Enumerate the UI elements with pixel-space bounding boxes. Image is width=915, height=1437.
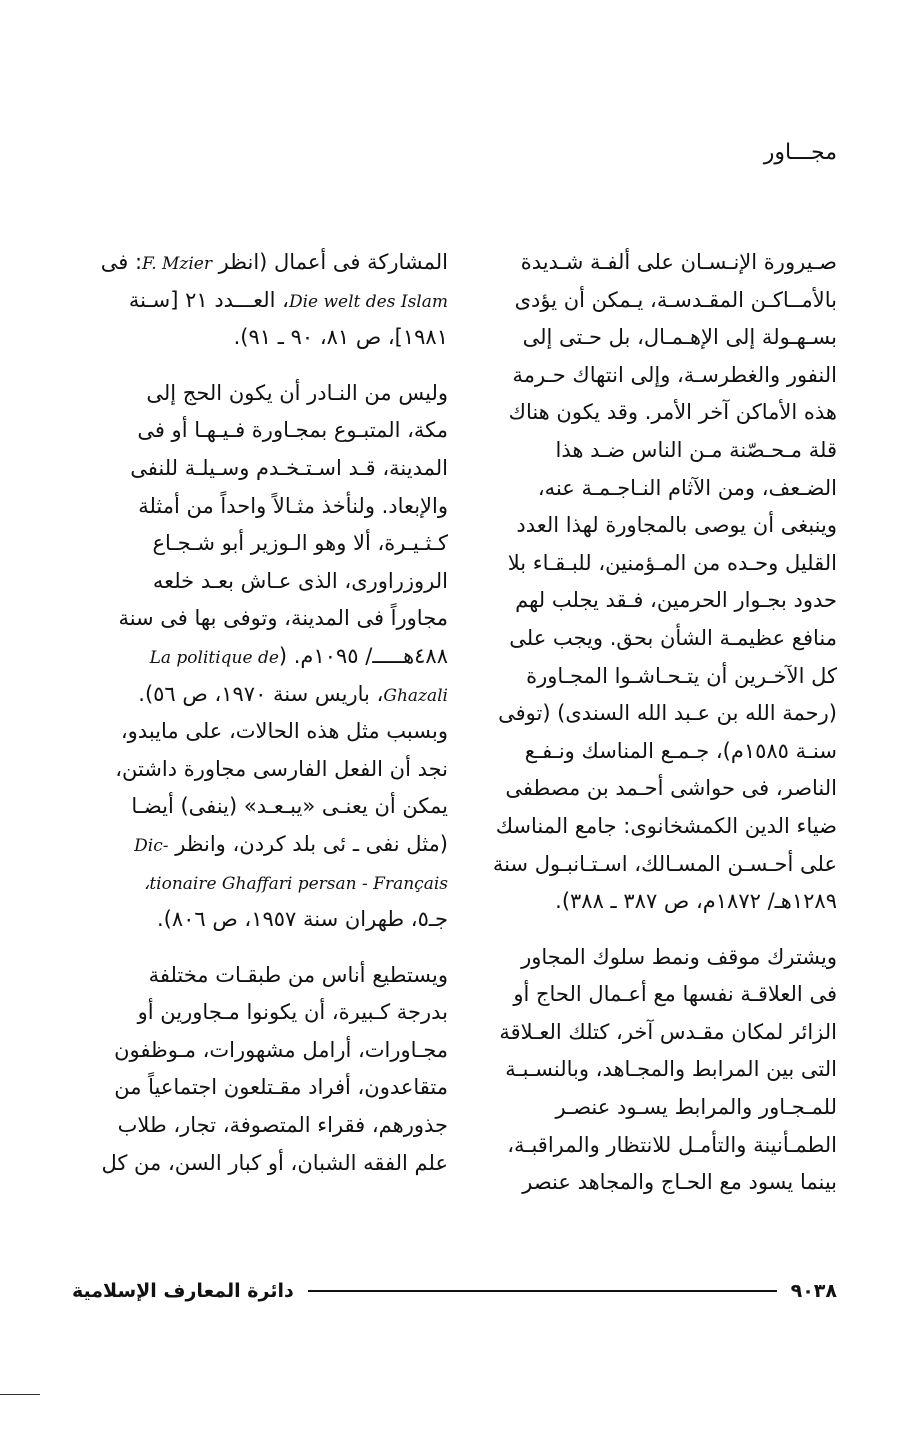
text-line: القليل وحـده من المـؤمنين، للبـقـاء بلا	[507, 550, 837, 575]
text-line	[72, 375, 448, 413]
text-segment: المدينة، قـد اسـتـخـدم وسـيلـة للنفى	[130, 455, 448, 480]
text-line: ١٢٨٩هـ/ ١٨٧٢م، ص ٣٨٧ ـ ٣٨٨).	[555, 889, 837, 914]
left-column	[72, 244, 448, 1182]
text-line	[72, 488, 448, 526]
text-line	[72, 282, 448, 320]
text-line	[72, 826, 448, 864]
text-line: الزائر لمكان مقـدس آخر، كتلك العـلاقة	[499, 1019, 837, 1044]
text-segment: بدرجة كـبيرة، أن يكونوا مـجاورين أو	[137, 1000, 448, 1025]
text-line	[72, 638, 448, 676]
text-segment: الروزراورى، الذى عـاش بعـد خلعه	[152, 568, 448, 593]
text-line: صـيرورة الإنـسـان على ألفـة شـديدة	[520, 250, 837, 274]
text-line	[72, 713, 448, 751]
text-line	[72, 244, 448, 282]
journal-title: دائرة المعارف الإسلامية	[72, 1280, 294, 1302]
text-segment: كـثـيـرة، ألا وهو الـوزير أبو شـجـاع	[152, 531, 448, 556]
text-segment: جـ٥، طهران سنة ١٩٥٧، ص ٨٠٦).	[156, 907, 448, 932]
text-line: هذه الأماكن آخر الأمر. وقد يكون هناك	[508, 400, 837, 425]
text-line: بالأمــاكـن المقـدسـة، يـمكن أن يؤدى	[514, 287, 837, 312]
text-line: بسـهـولة إلى الإهـمـال، بل حـتى إلى	[522, 325, 837, 350]
text-line: الضـعف، ومن الآثام النـاجـمـة عنه،	[537, 475, 837, 500]
text-line: حدود بجـوار الحرمين، فـقد يجلب لهم	[515, 588, 837, 613]
text-line: للمـجـاور والمرابط يسـود عنصـر	[555, 1095, 837, 1120]
text-segment: نجد أن الفعل الفارسى مجاورة داشتن،	[115, 756, 448, 781]
text-line	[72, 676, 448, 714]
text-segment: مكة، المتبـوع بمجـاورة فـيـهـا أو فى	[137, 418, 448, 443]
text-segment: المشاركة فى أعمال (انظر	[212, 250, 448, 274]
paragraph-gap	[461, 921, 837, 939]
latin-citation: ،tionaire Ghaffari persan - Français	[143, 873, 448, 894]
text-line	[72, 751, 448, 789]
page-footer	[72, 1276, 837, 1306]
text-segment: وبسبب مثل هذه الحالات، على مايبدو،	[120, 719, 448, 744]
text-line: ويشترك موقف ونمط سلوك المجاور	[521, 944, 837, 969]
paragraph-gap	[72, 357, 448, 375]
text-line: (رحمة الله بن عـبد الله السندى) (توفى	[498, 701, 837, 726]
text-line	[72, 412, 448, 450]
text-line	[72, 1069, 448, 1107]
text-line: على أحـسـن المسـالك، اسـتـانبـول سنة	[492, 851, 837, 876]
text-segment: يمكن أن يعنـى «يبـعـد» (ينفى) أيضـا	[131, 794, 448, 819]
text-line	[72, 1032, 448, 1070]
text-line: كل الآخـرين أن يتـحـاشـوا المجـاورة	[526, 663, 837, 688]
text-line: فى العلاقـة نفسها مع أعـمال الحاج أو	[513, 982, 837, 1007]
corner-rule	[0, 1394, 40, 1395]
paragraph-gap	[72, 939, 448, 957]
latin-citation: La politique de	[149, 647, 279, 668]
text-line: قلة مـحـصّنة مـن الناس ضـد هذا	[555, 437, 837, 462]
text-segment: علم الفقه الشبان، أو كبار السن، من كل	[101, 1150, 448, 1175]
text-line: سنـة ١٥٨٥م)، جـمـع المناسك ونـفـع	[524, 738, 837, 763]
text-line	[72, 901, 448, 939]
text-line: التى بين المرابط والمجـاهد، وبالنسـبـة	[505, 1057, 837, 1082]
text-line	[72, 450, 448, 488]
text-segment: مجاوراً فى المدينة، وتوفى بها فى سنة	[118, 606, 448, 631]
text-line	[72, 957, 448, 995]
text-line	[72, 1145, 448, 1183]
text-segment: جذورهم، فقراء المتصوفة، تجار، طلاب	[117, 1113, 448, 1138]
text-line	[72, 600, 448, 638]
text-line: وينبغى أن يوصى بالمجاورة لهذا العدد	[516, 513, 837, 538]
text-line	[72, 1107, 448, 1145]
footer-rule	[308, 1290, 777, 1292]
running-header: مجـــاور	[763, 140, 837, 165]
page-number: ٩٠٣٨	[790, 1280, 837, 1302]
text-segment: : فى	[100, 250, 143, 274]
latin-citation: Die welt des Islam	[288, 291, 448, 312]
text-segment: ، باريس سنة ١٩٧٠، ص ٥٦).	[138, 681, 384, 706]
text-segment: ويستطيع أناس من طبقـات مختلفة	[148, 962, 448, 987]
text-line	[72, 525, 448, 563]
text-line: منافع عظيمـة الشأن بحق. ويجب على	[509, 625, 837, 650]
text-line: ضياء الدين الكمشخانوى: جامع المناسك	[495, 813, 837, 838]
text-segment: (مثل نفى ـ ئى بلد كردن، وانظر	[168, 831, 448, 856]
text-line: الطمـأنينة والتأمـل للانتظار والمراقبـة،	[507, 1132, 837, 1157]
text-segment: ١٩٨١]، ص ٨١، ٩٠ ـ ٩١).	[233, 325, 448, 350]
latin-citation: F. Mzier	[142, 254, 212, 274]
text-line	[72, 563, 448, 601]
latin-citation: Ghazali	[383, 685, 448, 706]
text-segment: وليس من النـادر أن يكون الحج إلى	[146, 380, 448, 405]
text-line: النفور والغطرسـة، وإلى انتهاك حـرمة	[512, 362, 837, 387]
text-segment: والإبعاد. ولنأخذ مثـالاً واحداً من أمثلة	[138, 493, 448, 518]
text-line	[72, 994, 448, 1032]
text-segment: مجـاورات، أرامل مشهورات، مـوظفون	[114, 1037, 448, 1062]
text-line	[72, 319, 448, 357]
right-column	[461, 244, 837, 1202]
text-line: بينما يسود مع الحـاج والمجاهد عنصر	[522, 1170, 837, 1195]
text-line	[72, 788, 448, 826]
text-line: الناصر، فى حواشى أحـمد بن مصطفى	[505, 776, 837, 801]
text-segment: ، العـــدد ٢١ [سـنة	[128, 287, 289, 312]
text-segment: متقاعدون، أفراد مقـتلعون اجتماعياً من	[114, 1075, 448, 1100]
latin-citation: Dic-	[134, 835, 169, 856]
text-line	[72, 864, 448, 902]
text-segment: ٤٨٨هـــــ/ ١٠٩٥م. (	[278, 643, 448, 668]
